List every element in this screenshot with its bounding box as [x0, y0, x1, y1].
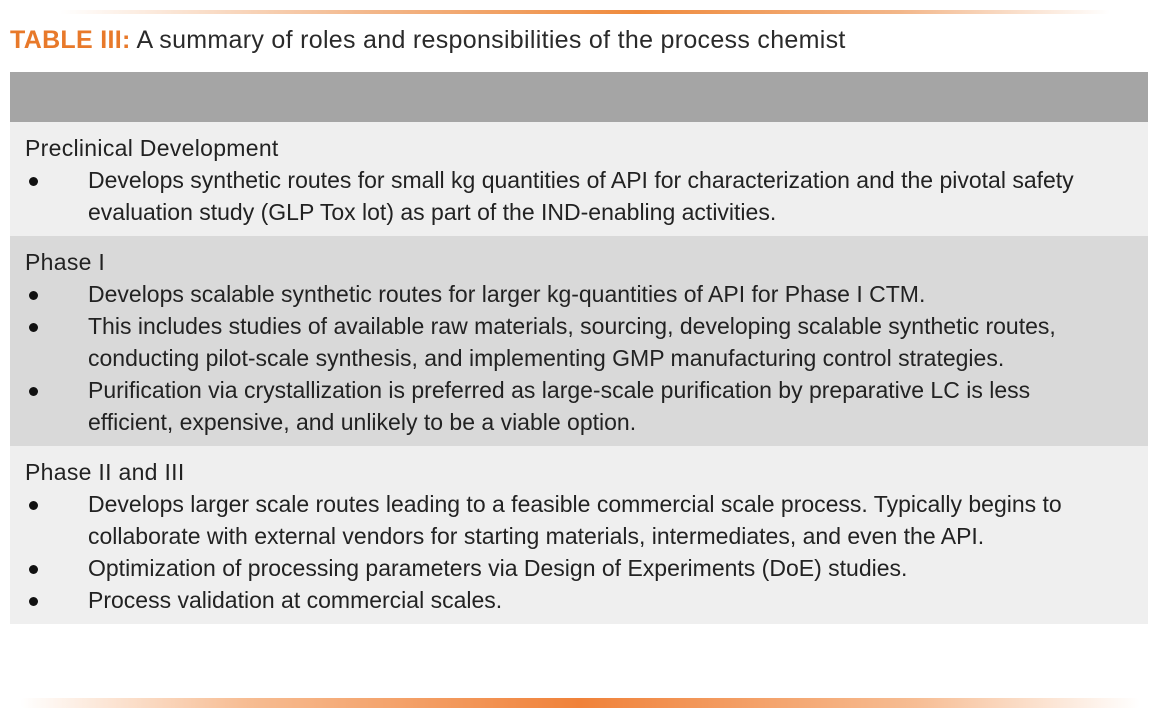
bullet-icon	[29, 501, 38, 510]
section-title: Preclinical Development	[25, 135, 279, 161]
bullet-item	[25, 584, 1118, 616]
bullet-item	[25, 310, 1118, 374]
table-title	[10, 26, 846, 55]
bullet-list	[25, 278, 1118, 438]
bullet-text: Develops scalable synthetic routes for larger kg-quantities of API for Phase I CTM.	[88, 281, 926, 307]
section-title: Phase I	[25, 249, 106, 275]
bullet-text: Purification via crystallization is preferred as large-scale purification by preparative LC is less efficient, expensive, and unlikely to be a viable option.	[88, 377, 1031, 435]
bullet-text: Process validation at commercial scales.	[88, 587, 503, 613]
top-decorative-rule	[60, 10, 1110, 14]
bullet-icon	[29, 177, 38, 186]
section-phase-ii-and-iii	[10, 446, 1148, 624]
table-header-bar	[10, 72, 1148, 122]
bullet-icon	[29, 291, 38, 300]
bullet-icon	[29, 323, 38, 332]
bullet-icon	[29, 565, 38, 574]
bottom-decorative-rule	[20, 698, 1140, 708]
table-title-label: TABLE III:	[10, 26, 131, 54]
roles-table	[10, 72, 1148, 624]
bullet-item	[25, 552, 1118, 584]
section-title: Phase II and III	[25, 459, 185, 485]
bullet-text: Develops larger scale routes leading to a feasible commercial scale process. Typically begins to collaborate with external vendors for starting materials, intermediates, and even the API.	[88, 491, 1062, 549]
bullet-text: Optimization of processing parameters via Design of Experiments (DoE) studies.	[88, 555, 908, 581]
table-title-text: A summary of roles and responsibilities of the process chemist	[136, 26, 846, 54]
bullet-icon	[29, 597, 38, 606]
bullet-text: Develops synthetic routes for small kg quantities of API for characterization and the pivotal safety evaluation study (GLP Tox lot) as part of the IND-enabling activities.	[88, 167, 1074, 225]
bullet-icon	[29, 387, 38, 396]
bullet-list	[25, 164, 1118, 228]
section-phase-i	[10, 236, 1148, 446]
bullet-item	[25, 278, 1118, 310]
bullet-item	[25, 488, 1118, 552]
bullet-text: This includes studies of available raw materials, sourcing, developing scalable synthetic routes, conducting pilot-scale synthesis, and implementing GMP manufacturing control strategies.	[88, 313, 1056, 371]
bullet-list	[25, 488, 1118, 616]
section-preclinical-development	[10, 122, 1148, 236]
bullet-item	[25, 374, 1118, 438]
bullet-item	[25, 164, 1118, 228]
